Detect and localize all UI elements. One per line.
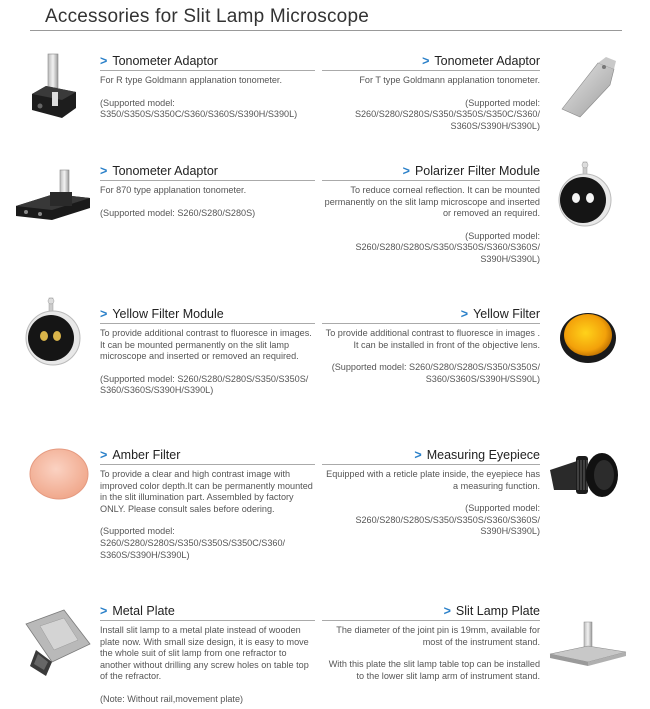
- item-description: To provide additional contrast to fluoresce in images . It can be installed in front of the objective lens.: [325, 328, 540, 350]
- item-description: For R type Goldmann applanation tonometer.: [100, 75, 282, 85]
- tonometer-adaptor-r-image: [28, 52, 80, 122]
- yellow-filter-module-image: [24, 296, 82, 368]
- item-title: Amber Filter: [112, 448, 181, 462]
- chevron-right-icon: >: [100, 164, 108, 178]
- item-description: To provide a clear and high contrast image with improved color depth.It can be permanently mounted in the slit illumination part. Assembled by factory ONLY. Please consult sales before odering.: [100, 469, 313, 514]
- chevron-right-icon: >: [422, 54, 430, 68]
- item-description-extra: With this plate the slit lamp table top can be installed to the lower slit lamp arm of instrument stand.: [328, 659, 540, 681]
- tonometer-adaptor-t-image: [556, 55, 620, 123]
- page-title: Accessories for Slit Lamp Microscope: [45, 6, 369, 27]
- item-title: Measuring Eyepiece: [426, 448, 540, 462]
- chevron-right-icon: >: [402, 164, 410, 178]
- item-description: Equipped with a reticle plate inside, the eyepiece has a measuring function.: [326, 469, 540, 491]
- item-tonometer-adaptor-r: [100, 54, 315, 121]
- item-title: Yellow Filter Module: [112, 307, 224, 321]
- item-tonometer-adaptor-t: [322, 54, 540, 132]
- item-supported-models: (Supported model: S260/S280/S280S/S350/S350S/S350C/S360/ S360S/S390H/S390L): [100, 526, 286, 560]
- metal-plate-image: [20, 606, 94, 680]
- item-description: To reduce corneal reflection. It can be mounted permanently on the slit lamp microscope and inserted or removed an required.: [324, 185, 540, 219]
- item-description: To provide additional contrast to fluoresce in images. It can be mounted permanently on the slit lamp microscope and inserted or removed an required.: [100, 328, 312, 362]
- item-title: Polarizer Filter Module: [414, 164, 540, 178]
- chevron-right-icon: >: [460, 307, 469, 321]
- item-title: Tonometer Adaptor: [112, 164, 218, 178]
- chevron-right-icon: >: [100, 307, 108, 321]
- item-title: Metal Plate: [112, 604, 175, 618]
- chevron-right-icon: >: [414, 448, 422, 462]
- item-title: Tonometer Adaptor: [434, 54, 540, 68]
- item-note: (Note: Without rail,movement plate): [100, 693, 244, 704]
- item-title: Yellow Filter: [473, 307, 540, 321]
- item-title: Tonometer Adaptor: [112, 54, 218, 68]
- slit-lamp-plate-image: [548, 618, 628, 668]
- item-description: For 870 type applanation tonometer.: [100, 185, 247, 195]
- chevron-right-icon: >: [100, 604, 108, 618]
- item-description: For T type Goldmann applanation tonometer.: [359, 75, 540, 85]
- item-supported-models: (Supported model: S350/S350S/S350C/S360/S360S/S390H/S390L): [100, 97, 298, 120]
- tonometer-adaptor-870-image: [14, 168, 92, 224]
- item-supported-models: (Supported model: S260/S280/S280S/S350/S350S/S350C/S360/ S360S/S390H/S390L): [354, 97, 540, 131]
- item-polarizer-filter-module: [322, 164, 540, 266]
- polarizer-filter-module-image: [556, 160, 614, 230]
- item-metal-plate: [100, 604, 315, 706]
- item-yellow-filter: [322, 307, 540, 385]
- item-supported-models: (Supported model: S260/S280/S280S/S350/S350S/ S360/S360S/S390H/SS90L): [331, 362, 540, 384]
- yellow-filter-image: [558, 308, 618, 364]
- item-description: The diameter of the joint pin is 19mm, available for most of the instrument stand.: [336, 625, 540, 647]
- item-measuring-eyepiece: [322, 448, 540, 538]
- item-supported-models: (Supported model: S260/S280/S280S/S350/S350S/S360/S360S/ S390H/S390L): [355, 230, 540, 264]
- measuring-eyepiece-image: [546, 446, 620, 506]
- chevron-right-icon: >: [443, 604, 451, 618]
- item-slit-lamp-plate: [322, 604, 540, 682]
- item-title: Slit Lamp Plate: [455, 604, 540, 618]
- item-amber-filter: [100, 448, 315, 561]
- item-supported-models: (Supported model: S260/S280/S280S): [100, 207, 256, 218]
- item-yellow-filter-module: [100, 307, 315, 397]
- item-supported-models: (Supported model: S260/S280/S280S/S350/S350S/ S360/S360S/S390H/S390L): [100, 373, 309, 396]
- chevron-right-icon: >: [100, 448, 108, 462]
- item-tonometer-adaptor-870: [100, 164, 315, 219]
- chevron-right-icon: >: [100, 54, 108, 68]
- item-description: Install slit lamp to a metal plate instead of wooden plate now. With small size design, it is easy to move the whole suit of slit lamp from one refractor to another without drilling any screw holes on table top of the refractor.: [100, 625, 309, 682]
- amber-filter-image: [28, 446, 90, 502]
- item-supported-models: (Supported model: S260/S280/S280S/S350/S350S/S360/S360S/ S390H/S390L): [355, 503, 540, 537]
- title-divider: [30, 30, 622, 31]
